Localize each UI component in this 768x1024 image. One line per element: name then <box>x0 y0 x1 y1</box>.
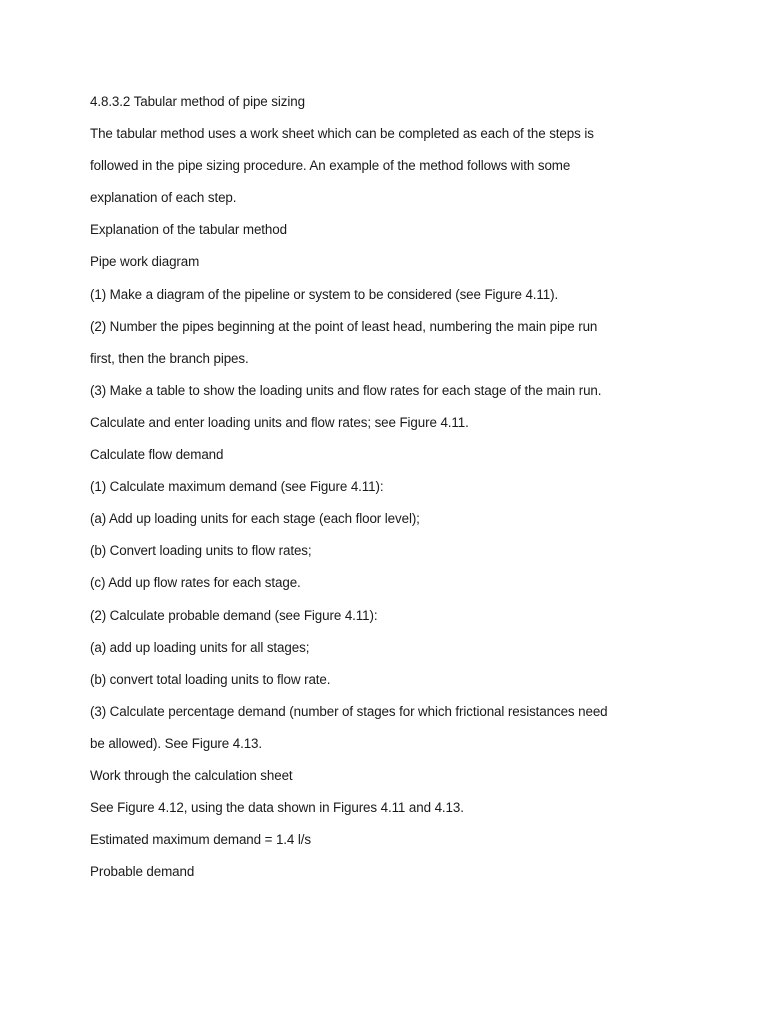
paragraph-line: Estimated maximum demand = 1.4 l/s <box>90 832 311 848</box>
step-line: (2) Number the pipes beginning at the point of least head, numbering the main pipe run <box>90 318 598 334</box>
paragraph-line: Probable demand <box>90 864 195 880</box>
step-line: be allowed). See Figure 4.13. <box>90 735 263 751</box>
step-line: (b) Convert loading units to flow rates; <box>90 543 312 559</box>
step-line: (3) Calculate percentage demand (number of stages for which frictional resistances need <box>90 703 608 719</box>
subheading: Pipe work diagram <box>90 254 200 270</box>
document-body <box>90 91 690 893</box>
step-line: (2) Calculate probable demand (see Figure 4.11): <box>90 607 378 623</box>
section-heading: 4.8.3.2 Tabular method of pipe sizing <box>90 94 305 109</box>
paragraph-line: followed in the pipe sizing procedure. An example of the method follows with some <box>90 158 571 174</box>
step-line: (a) add up loading units for all stages; <box>90 639 310 655</box>
paragraph-line: explanation of each step. <box>90 190 237 206</box>
paragraph-line: Calculate and enter loading units and flow rates; see Figure 4.11. <box>90 414 469 430</box>
step-line: (1) Make a diagram of the pipeline or system to be considered (see Figure 4.11). <box>90 286 559 302</box>
subheading: Work through the calculation sheet <box>90 767 293 783</box>
step-line: (1) Calculate maximum demand (see Figure 4.11): <box>90 479 384 495</box>
paragraph-line: See Figure 4.12, using the data shown in Figures 4.11 and 4.13. <box>90 800 464 816</box>
step-line: (3) Make a table to show the loading units and flow rates for each stage of the main run. <box>90 382 602 398</box>
step-line: first, then the branch pipes. <box>90 350 249 366</box>
step-line: (c) Add up flow rates for each stage. <box>90 575 301 591</box>
step-line: (a) Add up loading units for each stage (each floor level); <box>90 511 420 527</box>
paragraph-line: The tabular method uses a work sheet which can be completed as each of the steps is <box>90 126 594 142</box>
subheading: Calculate flow demand <box>90 447 224 463</box>
step-line: (b) convert total loading units to flow rate. <box>90 671 331 687</box>
subheading: Explanation of the tabular method <box>90 222 287 238</box>
